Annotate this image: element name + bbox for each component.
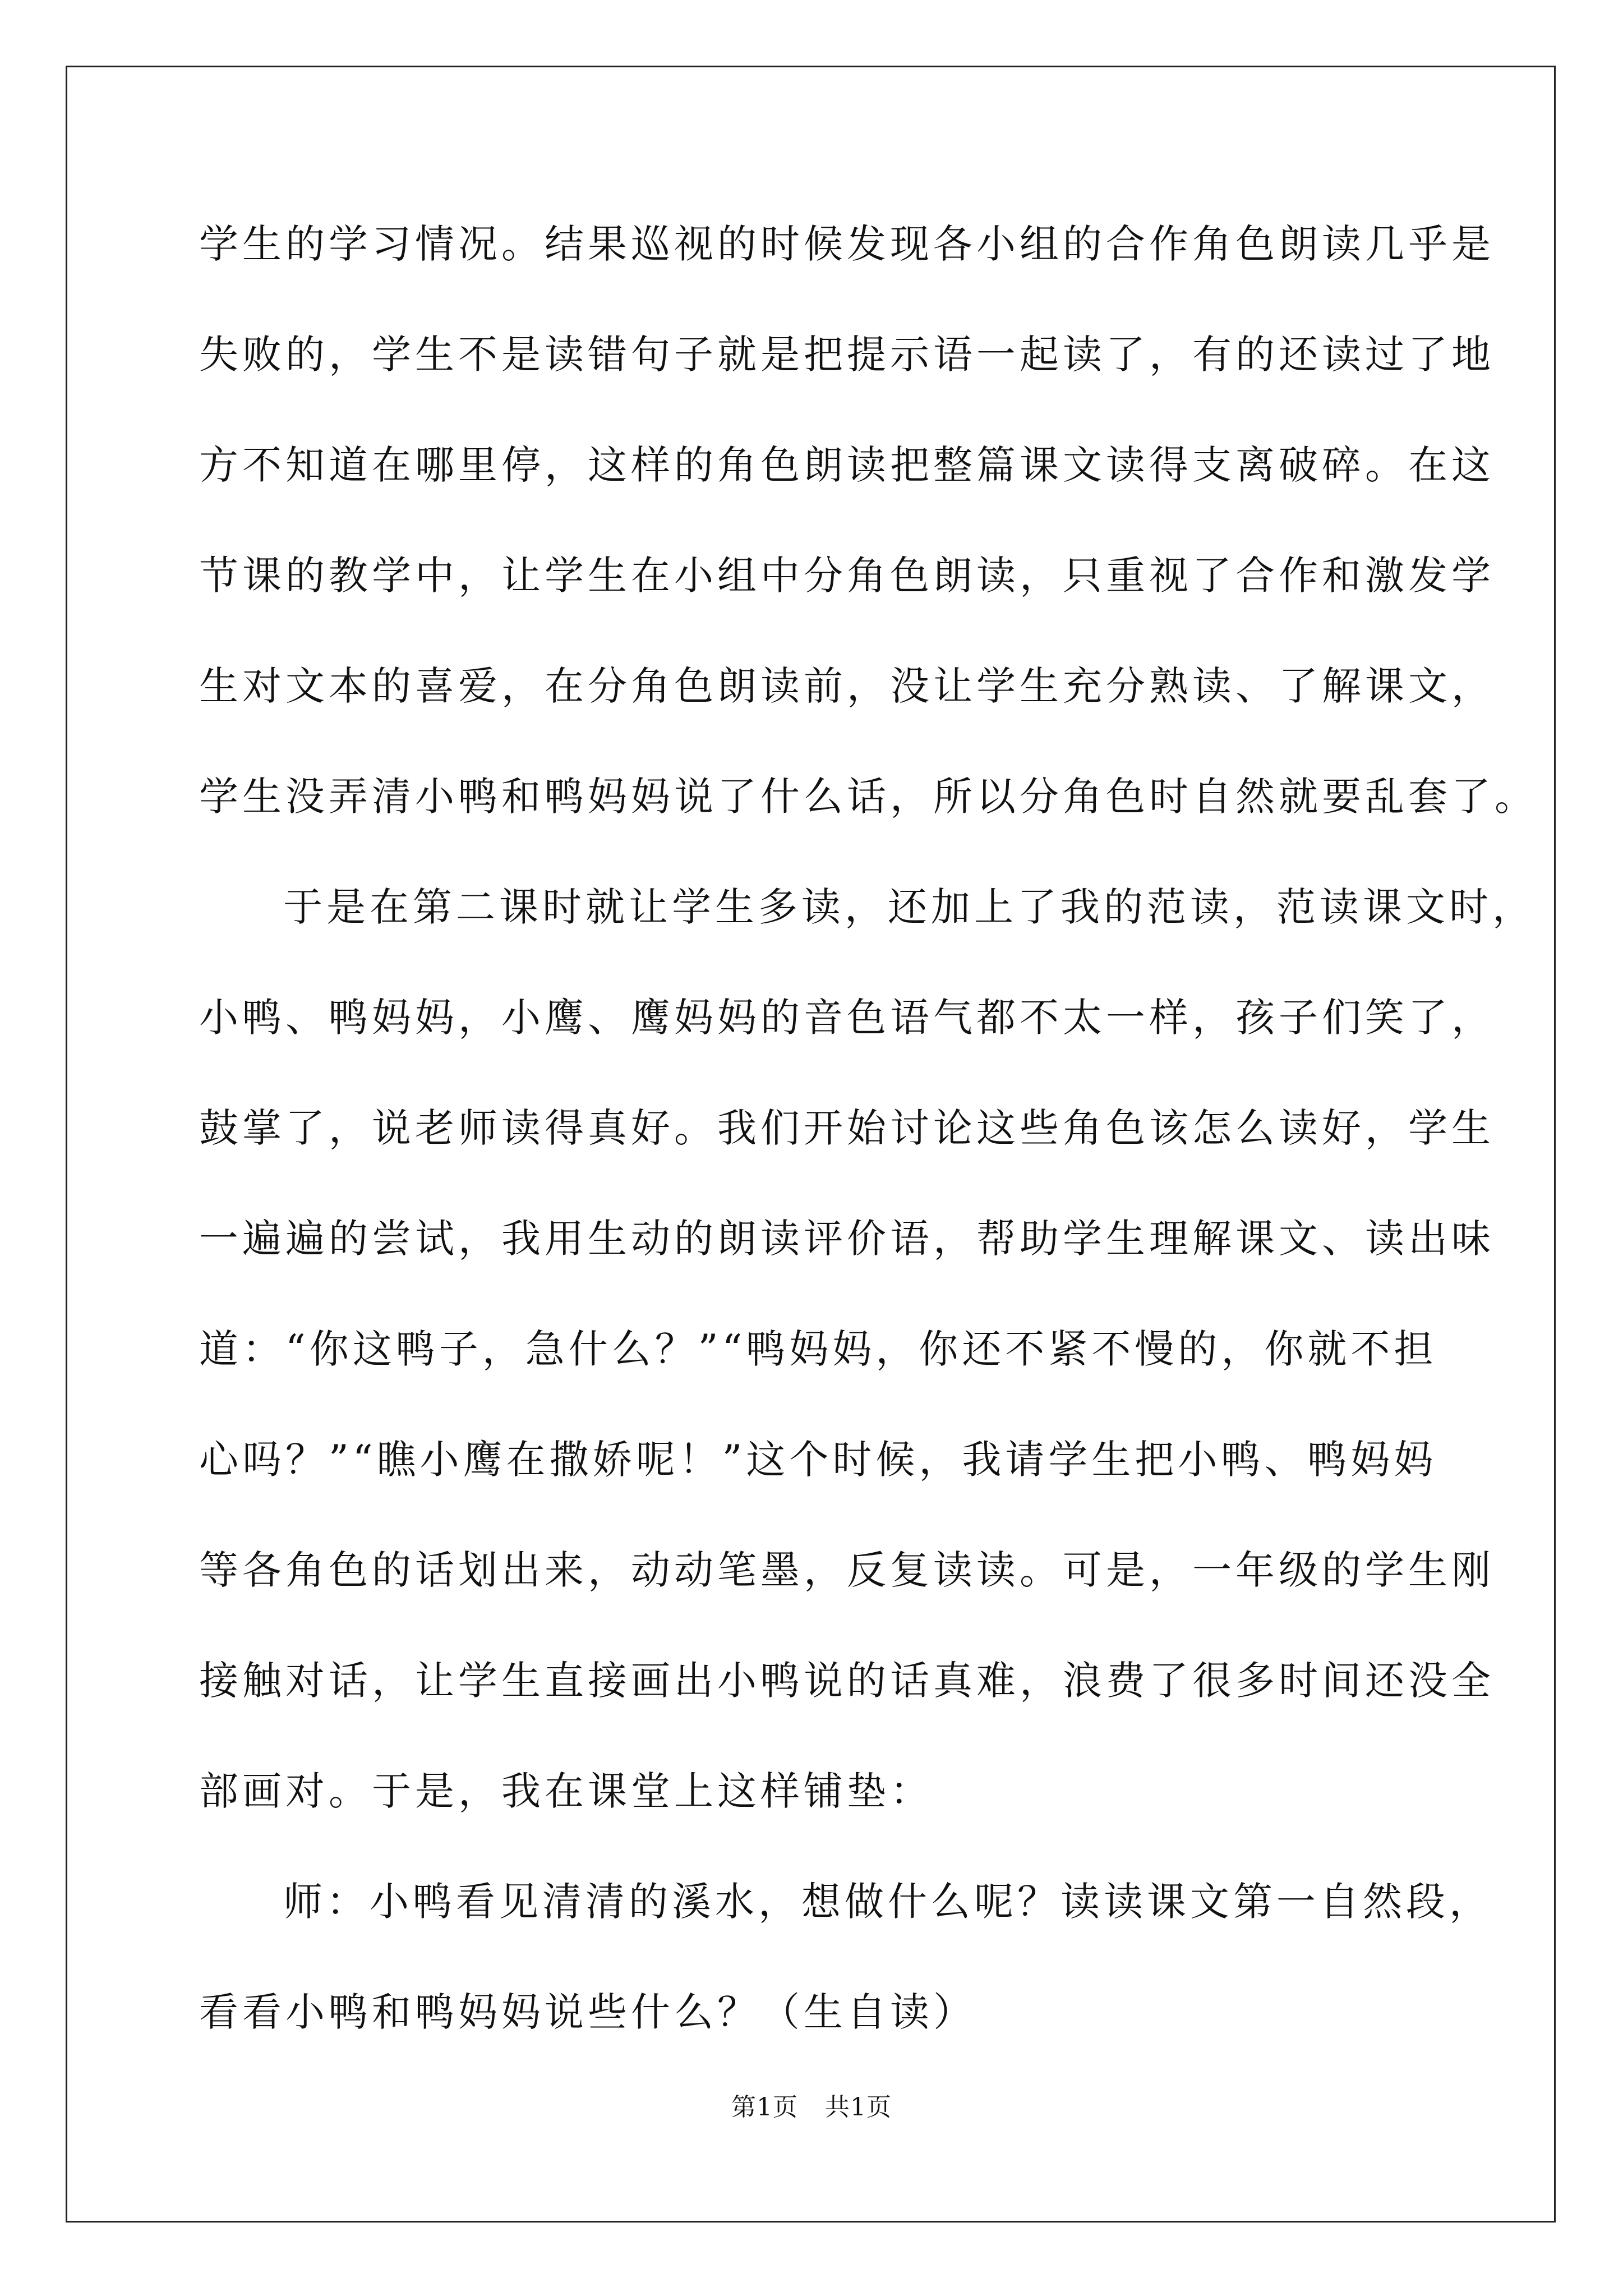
text-line: 道：“你这鸭子，急什么？”“鸭妈妈，你还不紧不慢的，你就不担: [199, 1326, 1437, 1372]
page-number-current: 第1页: [731, 2093, 798, 2122]
paragraph-start-line: 于是在第二课时就让学生多读，还加上了我的范读，范读课文时，: [283, 884, 1536, 930]
text-line: 部画对。于是，我在课堂上这样铺垫：: [199, 1768, 933, 1814]
text-line: 节课的教学中，让学生在小组中分角色朗读，只重视了合作和激发学: [199, 553, 1495, 599]
text-line: 方不知道在哪里停，这样的角色朗读把整篇课文读得支离破碎。在这: [199, 442, 1495, 488]
text-line: 学生的学习情况。结果巡视的时候发现各小组的合作角色朗读几乎是: [199, 221, 1495, 267]
text-line: 接触对话，让学生直接画出小鸭说的话真难，浪费了很多时间还没全: [199, 1658, 1495, 1704]
page-number-total: 共1页: [825, 2093, 892, 2122]
text-line: 一遍遍的尝试，我用生动的朗读评价语，帮助学生理解课文、读出味: [199, 1216, 1495, 1262]
text-line: 等各角色的话划出来，动动笔墨，反复读读。可是，一年级的学生刚: [199, 1547, 1495, 1593]
text-line: 心吗？”“瞧小鹰在撒娇呢！”这个时候，我请学生把小鸭、鸭妈妈: [199, 1437, 1437, 1483]
text-line: 鼓掌了，说老师读得真好。我们开始讨论这些角色该怎么读好，学生: [199, 1105, 1495, 1151]
text-line: 小鸭、鸭妈妈，小鹰、鹰妈妈的音色语气都不太一样，孩子们笑了，: [199, 995, 1495, 1041]
text-line: 失败的，学生不是读错句子就是把提示语一起读了，有的还读过了地: [199, 332, 1495, 378]
text-line: 生对文本的喜爱，在分角色朗读前，没让学生充分熟读、了解课文，: [199, 663, 1495, 709]
text-line: 看看小鸭和鸭妈妈说些什么？（生自读）: [199, 1989, 976, 2035]
paragraph-start-line: 师：小鸭看见清清的溪水，想做什么呢？读读课文第一自然段，: [283, 1879, 1492, 1925]
text-line: 学生没弄清小鸭和鸭妈妈说了什么话，所以分角色时自然就要乱套了。: [199, 774, 1538, 820]
document-body: [199, 213, 1538, 2092]
page-footer: [0, 2087, 1623, 2123]
